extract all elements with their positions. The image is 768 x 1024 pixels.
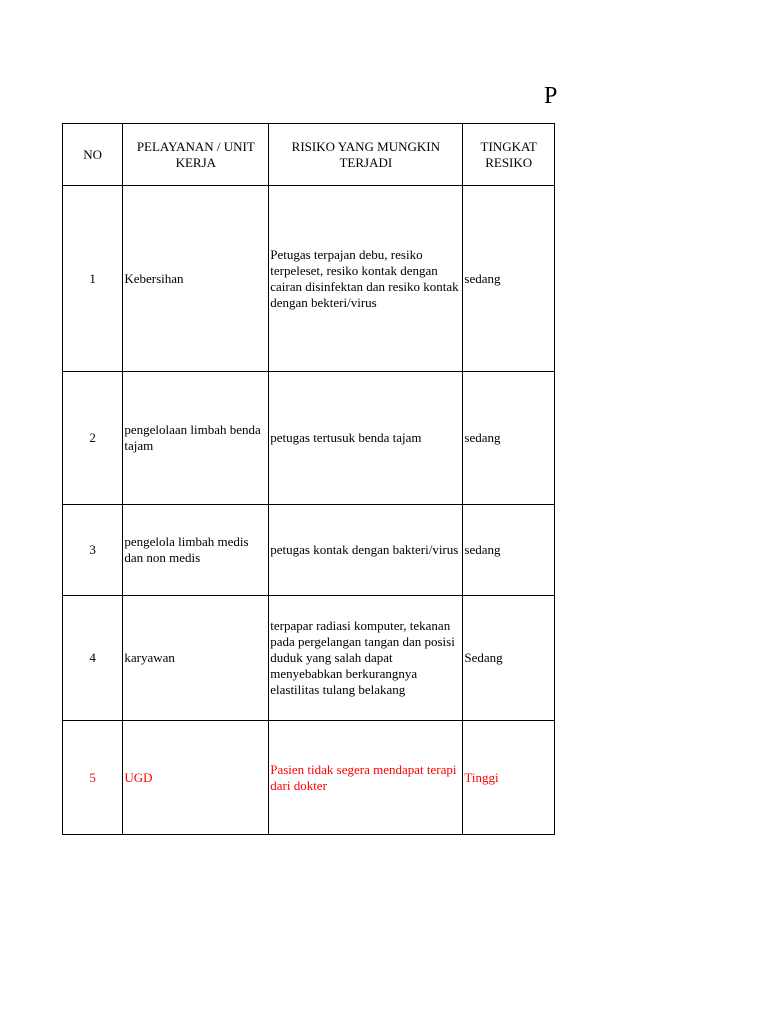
table-row-highlight bbox=[63, 721, 555, 835]
row-no: 5 bbox=[63, 721, 123, 835]
table-row bbox=[63, 505, 555, 596]
row-risk: terpapar radiasi komputer, tekanan pada pergelangan tangan dan posisi duduk yang salah dapat menyebabkan berkurangnya elastilitas tulang belakang bbox=[269, 596, 463, 721]
row-level: sedang bbox=[463, 372, 555, 505]
row-level: sedang bbox=[463, 505, 555, 596]
row-risk: petugas tertusuk benda tajam bbox=[269, 372, 463, 505]
table-row bbox=[63, 372, 555, 505]
row-unit: Kebersihan bbox=[123, 186, 269, 372]
row-no: 3 bbox=[63, 505, 123, 596]
header-unit: PELAYANAN / UNIT KERJA bbox=[123, 124, 269, 186]
row-no: 1 bbox=[63, 186, 123, 372]
table-header-row bbox=[63, 124, 555, 186]
table-row bbox=[63, 186, 555, 372]
row-risk: petugas kontak dengan bakteri/virus bbox=[269, 505, 463, 596]
row-risk: Petugas terpajan debu, resiko terpeleset, resiko kontak dengan cairan disinfektan dan resiko kontak dengan bekteri/virus bbox=[269, 186, 463, 372]
row-unit: UGD bbox=[123, 721, 269, 835]
page-title: P bbox=[544, 83, 558, 109]
row-unit: pengelolaan limbah benda tajam bbox=[123, 372, 269, 505]
row-unit: pengelola limbah medis dan non medis bbox=[123, 505, 269, 596]
row-unit: karyawan bbox=[123, 596, 269, 721]
risk-table bbox=[62, 123, 555, 835]
row-level: Tinggi bbox=[463, 721, 555, 835]
table-row bbox=[63, 596, 555, 721]
row-no: 2 bbox=[63, 372, 123, 505]
row-no: 4 bbox=[63, 596, 123, 721]
row-level: sedang bbox=[463, 186, 555, 372]
header-no: NO bbox=[63, 124, 123, 186]
header-risk: RISIKO YANG MUNGKIN TERJADI bbox=[269, 124, 463, 186]
header-level: TINGKAT RESIKO bbox=[463, 124, 555, 186]
row-level: Sedang bbox=[463, 596, 555, 721]
row-risk: Pasien tidak segera mendapat terapi dari dokter bbox=[269, 721, 463, 835]
